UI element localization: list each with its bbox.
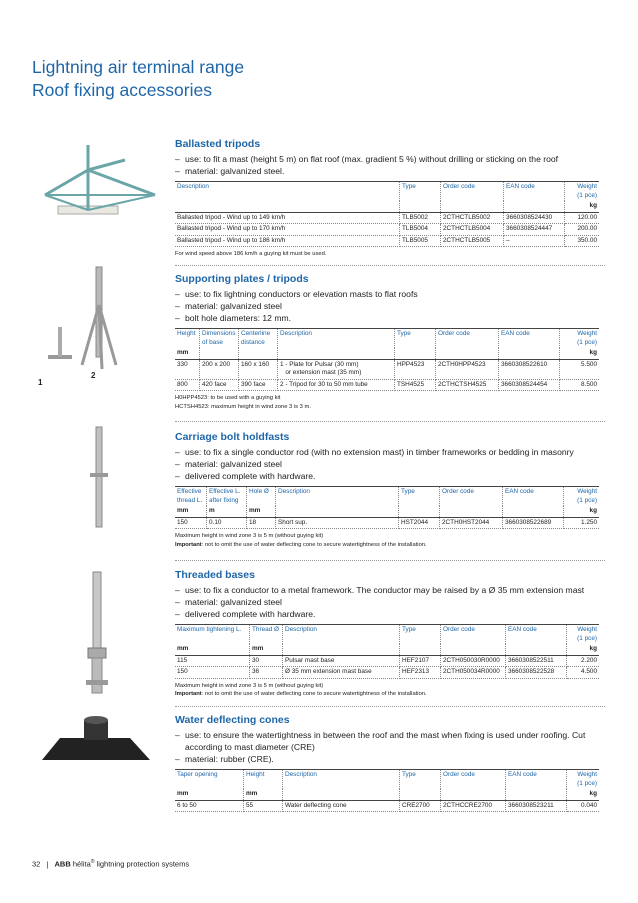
- col-header: Order code: [440, 487, 503, 507]
- divider: [175, 265, 605, 266]
- section-water-cones: [175, 714, 605, 812]
- bullet: – use: to ensure the watertightness in between the roof and the mast when fixing is used under roofing. Cut according to mast diameter (CRE): [175, 730, 586, 752]
- spec-table: Taper opening Height Description Type Order code EAN code Weight (1 pce) mm mm kg 6 to 50 55 Water deflecting cone CRE2700 2CTHCCRE2700 3660308523211 0.040: [175, 769, 599, 812]
- spec-table: Maximum tightening L. Thread Ø Description Type Order code EAN code Weight (1 pce) mm mm kg 115 30 Pulsar mast base HEF2107 2CTH050030R0000 3660308522511 2.200 150 36 Ø 35 mm extension mast base HEF2313 2CTH050034R0000 3660308522528 4.500: [175, 624, 599, 679]
- col-header: Order code: [441, 625, 506, 645]
- ballasted-tripod-image: [30, 140, 165, 225]
- col-header: Dimensions of base: [200, 329, 239, 349]
- footer-separator: |: [46, 859, 49, 869]
- col-header: Weight (1 pce): [577, 183, 597, 199]
- section-title: Supporting plates / tripods: [175, 273, 309, 285]
- page-number: 32: [32, 859, 41, 869]
- bullet: – delivered complete with hardware.: [175, 471, 316, 481]
- table-row: 330 200 x 200 160 x 160 1 - Plate for Pulsar (30 mm) or extension mast (35 mm) HPP4523 2CTH0HPP4523 3660308522610 5.500: [175, 359, 599, 379]
- footer-suffix: lightning protection systems: [94, 859, 190, 869]
- bullet: – material: galvanized steel: [175, 597, 282, 607]
- spec-table: Effective thread L. Effective L. after fixing Hole Ø Description Type Order code EAN code Weight (1 pce) mm m mm kg 150 0.10 18 Short sup. HST2044 2CTH0HST2044 3660308522689 1.250: [175, 486, 599, 529]
- bullet: – material: galvanized steel: [175, 459, 282, 469]
- footer-product: hélita: [72, 859, 91, 869]
- section-threaded-bases: [175, 569, 605, 699]
- note: Maximum height in wind zone 3 is 5 m (without guying kit) Important: not to omit the use of water deflecting cone to secure watertightness of the installation.: [175, 533, 427, 548]
- table-row: 115 30 Pulsar mast base HEF2107 2CTH050030R0000 3660308522511 2.200: [175, 655, 599, 667]
- col-header: Weight (1 pce): [577, 771, 597, 787]
- col-header: Description: [278, 329, 395, 349]
- col-header: Effective L. after fixing: [207, 487, 247, 507]
- col-header: Taper opening: [175, 770, 244, 790]
- bullet: – bolt hole diameters: 12 mm.: [175, 313, 292, 323]
- image-label-1: 1: [38, 378, 43, 387]
- bullet: – delivered complete with hardware.: [175, 609, 316, 619]
- col-header: Weight (1 pce): [577, 626, 597, 642]
- bullet: – use: to fix a conductor to a metal framework. The conductor may be raised by a Ø 35 mm extension mast: [175, 585, 585, 595]
- col-header: Description: [175, 182, 400, 202]
- image-label-2: 2: [91, 371, 96, 380]
- bullet: – use: to fix a single conductor rod (with no extension mast) in timber frameworks or bedding in masonry: [175, 447, 574, 457]
- col-header: Weight (1 pce): [577, 488, 597, 504]
- col-header: Height: [244, 770, 283, 790]
- col-header: Type: [400, 182, 441, 202]
- note: Maximum height in wind zone 3 is 5 m (without guying kit) Important: not to omit the use of water deflecting cone to secure watertightness of the installation.: [175, 682, 427, 697]
- col-header: Order code: [436, 329, 499, 349]
- col-header: Thread Ø: [250, 625, 283, 645]
- col-header: Effective thread L.: [175, 487, 207, 507]
- col-header: Type: [395, 329, 436, 349]
- col-header: Height: [175, 329, 200, 349]
- col-header: Description: [283, 625, 400, 645]
- page-footer: 32 | ABB hélita® lightning protection systems: [32, 859, 190, 869]
- bullet: – material: galvanized steel.: [175, 166, 285, 176]
- col-header: Maximum tightening L.: [175, 625, 250, 645]
- section-title: Water deflecting cones: [175, 714, 290, 726]
- section-title: Carriage bolt holdfasts: [175, 431, 290, 443]
- col-header: EAN code: [504, 182, 565, 202]
- bullet: – use: to fix lightning conductors or elevation masts to flat roofs: [175, 289, 418, 299]
- col-header: EAN code: [499, 329, 560, 349]
- water-cone-image: [30, 712, 165, 767]
- page-title: Lightning air terminal range: [32, 57, 245, 77]
- col-header: EAN code: [503, 487, 564, 507]
- section-ballasted-tripods: [175, 138, 605, 259]
- table-row: Ballasted tripod - Wind up to 186 km/h TLB5005 2CTHCTLB5005 – 350.00: [175, 235, 599, 247]
- col-header: EAN code: [506, 770, 567, 790]
- supporting-plates-image: [30, 265, 165, 375]
- section-carriage-bolt: [175, 431, 605, 549]
- col-header: EAN code: [506, 625, 567, 645]
- section-title: Threaded bases: [175, 569, 255, 581]
- bullet: – material: rubber (CRE).: [175, 754, 274, 764]
- col-header: Description: [276, 487, 399, 507]
- carriage-bolt-image: [30, 425, 165, 535]
- spec-table: Height Dimensions of base Centerline distance Description Type Order code EAN code Weight (1 pce) mm kg 330 200 x 200 160 x 160 1 - Plate for Pulsar (30 mm) or extension mast (35 mm) HPP4523 2CTH0HPP4523 3660308522610 5.500 800 420 face 390 face 2 - Tripod for 30 to 50 mm tube TSH4525 2CTHCTSH4525 3660308524454 8.500: [175, 328, 599, 391]
- col-header: Order code: [441, 182, 504, 202]
- col-header: Type: [400, 770, 441, 790]
- col-header: Description: [283, 770, 400, 790]
- spec-table: Description Type Order code EAN code Weight (1 pce) kg Ballasted tripod - Wind up to 149 km/h TLB5002 2CTHCTLB5002 3660308524430 120.00 Ballasted tripod - Wind up to 170 km/h TLB5004 2CTHCTLB5004 3660308524447 200.00 Ballasted tripod - Wind up to 186 km/h TLB5005 2CTHCTLB5005 – 350.00: [175, 181, 599, 247]
- table-row: 150 36 Ø 35 mm extension mast base HEF2313 2CTH050034R0000 3660308522528 4.500: [175, 667, 599, 679]
- table-row: 150 0.10 18 Short sup. HST2044 2CTH0HST2044 3660308522689 1.250: [175, 517, 599, 529]
- page-subtitle: Roof fixing accessories: [32, 80, 212, 100]
- bullet: – material: galvanized steel: [175, 301, 282, 311]
- col-header: Type: [400, 625, 441, 645]
- note: For wind speed above 186 km/h a guying kit must be used.: [175, 251, 327, 257]
- col-header: Centerline distance: [239, 329, 278, 349]
- col-header: Weight (1 pce): [577, 330, 597, 346]
- bullet: – use: to fit a mast (height 5 m) on flat roof (max. gradient 5 %) without drilling or sticking on the roof: [175, 154, 559, 164]
- divider: [175, 421, 605, 422]
- section-title: Ballasted tripods: [175, 138, 261, 150]
- divider: [175, 560, 605, 561]
- col-header: Order code: [441, 770, 506, 790]
- col-header: Hole Ø: [247, 487, 276, 507]
- brand-logo: ABB: [54, 859, 71, 869]
- divider: [175, 706, 605, 707]
- table-row: Ballasted tripod - Wind up to 170 km/h TLB5004 2CTHCTLB5004 3660308524447 200.00: [175, 224, 599, 236]
- table-row: 800 420 face 390 face 2 - Tripod for 30 to 50 mm tube TSH4525 2CTHCTSH4525 3660308524454 8.500: [175, 379, 599, 391]
- threaded-base-image: [30, 570, 165, 700]
- table-row: 6 to 50 55 Water deflecting cone CRE2700 2CTHCCRE2700 3660308523211 0.040: [175, 800, 599, 812]
- table-row: Ballasted tripod - Wind up to 149 km/h TLB5002 2CTHCTLB5002 3660308524430 120.00: [175, 212, 599, 224]
- note: H0HPP4523: to be used with a guying kit HCTSH4523: maximum height in wind zone 3 is 3 m.: [175, 395, 311, 410]
- section-supporting-plates: [175, 273, 605, 411]
- col-header: Type: [399, 487, 440, 507]
